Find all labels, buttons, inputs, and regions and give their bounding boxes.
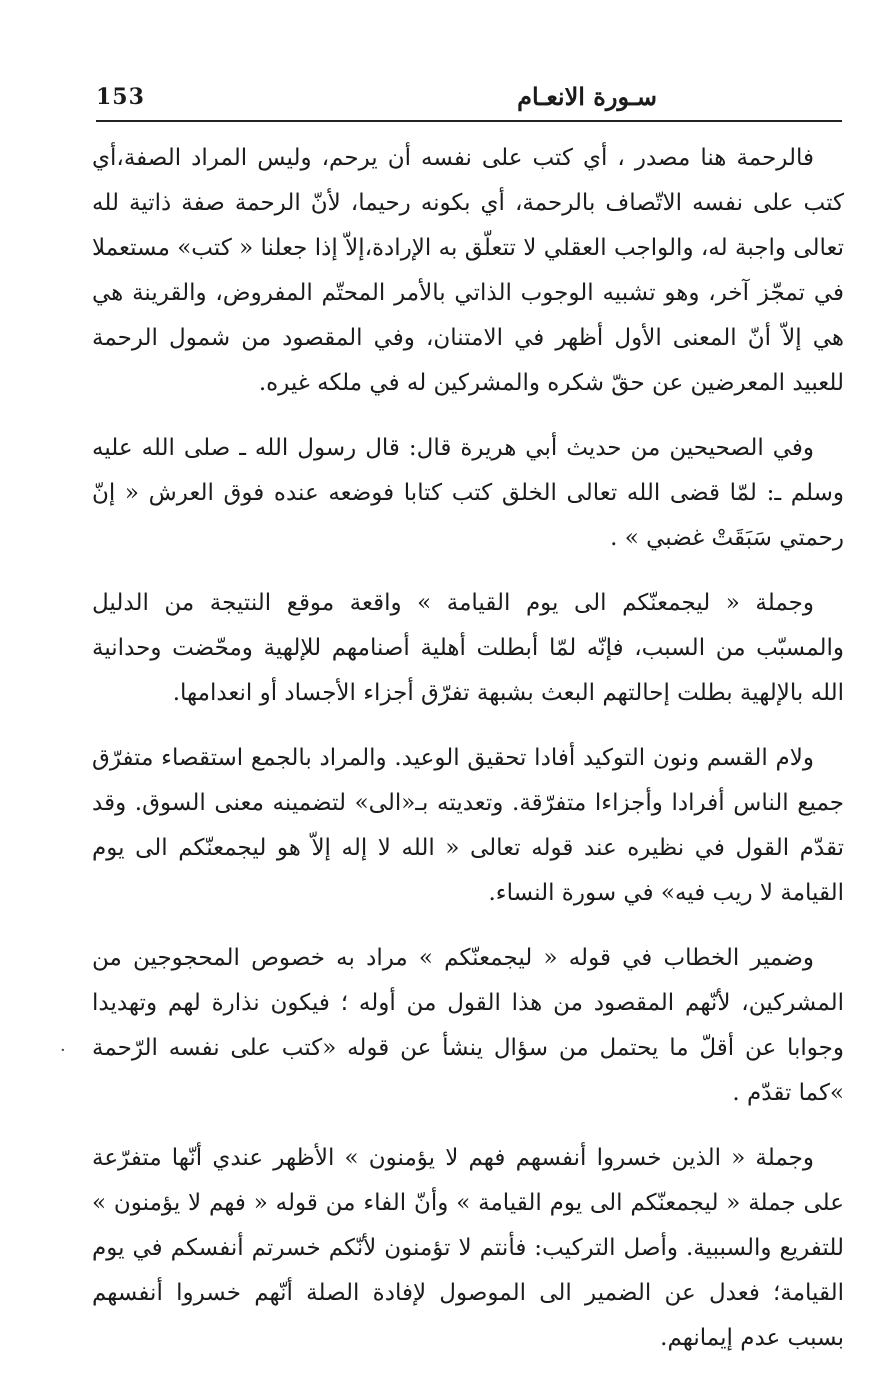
paragraph-1: فالرحمة هنا مصدر ، أي كتب على نفسه أن يرحم، وليس المراد الصفة،أي كتب على نفسه الاتّصاف بالرحمة، أي بكونه رحيما، لأنّ الرحمة صفة ذاتية لله تعالى واجبة له، والواجب العقلي لا تتعلّق به الإرادة،إلاّ إذا جعلنا « كتب» مستعملا في تمجّز آخر، وهو تشبيه الوجوب الذاتي بالأمر المحتّم المفروض، والقرينة هي هي إلاّ أنّ المعنى الأول أظهر في الامتنان، وفي المقصود من شمول الرحمة للعبيد المعرضين عن حقّ شكره والمشركين له في ملكه غيره. <box>92 145 844 396</box>
page-number: 153 <box>96 84 145 110</box>
paragraph-4: ولام القسم ونون التوكيد أفادا تحقيق الوعيد. والمراد بالجمع استقصاء متفرّق جميع الناس أفرادا وأجزاءا متفرّقة. وتعديته بـ«الى» لتضمينه معنى السوق. وقد تقدّم القول في نظيره عند قوله تعالى « الله لا إله إلاّ هو ليجمعنّكم الى يوم القيامة لا ريب فيه» في سورة النساء. <box>92 745 844 906</box>
header-rule <box>96 120 842 122</box>
body-text <box>92 136 844 1381</box>
page-header <box>96 78 842 118</box>
paragraph-6: وجملة « الذين خسروا أنفسهم فهم لا يؤمنون » الأظهر عندي أنّها متفرّعة على جملة « ليجمعنّكم الى يوم القيامة » وأنّ الفاء من قوله « فهم لا يؤمنون » للتفريع والسببية. وأصل التركيب: فأنتم لا تؤمنون لأنّكم خسرتم أنفسكم في يوم القيامة؛ فعدل عن الضمير الى الموصول لإفادة الصلة أنّهم خسروا أنفسهم بسبب عدم إيمانهم. <box>92 1145 844 1351</box>
paragraph-3: وجملة « ليجمعنّكم الى يوم القيامة » واقعة موقع النتيجة من الدليل والمسبّب من السبب، فإنّه لمّا أبطلت أهلية أصنامهم للإلهية ومحّضت وحدانية الله بالإلهية بطلت إحالتهم البعث بشبهة تفرّق أجزاء الأجساد أو انعدامها. <box>92 590 844 706</box>
running-title: سـورة الانعـام <box>517 82 657 111</box>
paragraph-2: وفي الصحيحين من حديث أبي هريرة قال: قال رسول الله ـ صلى الله عليه وسلم ـ: لمّا قضى الله تعالى الخلق كتب كتابا فوضعه عنده فوق العرش « إنّ رحمتي سَبَقَتْ غضبي » . <box>92 435 844 551</box>
paragraph-5: وضمير الخطاب في قوله « ليجمعنّكم » مراد به خصوص المحجوجين من المشركين، لأنّهم المقصود من هذا القول من أوله ؛ فيكون نذارة لهم وتهديدا وجوابا عن أقلّ ما يحتمل من سؤال ينشأ عن قوله «كتب على نفسه الرّحمة »كما تقدّم . <box>92 945 844 1106</box>
margin-mark: · <box>60 1040 66 1061</box>
